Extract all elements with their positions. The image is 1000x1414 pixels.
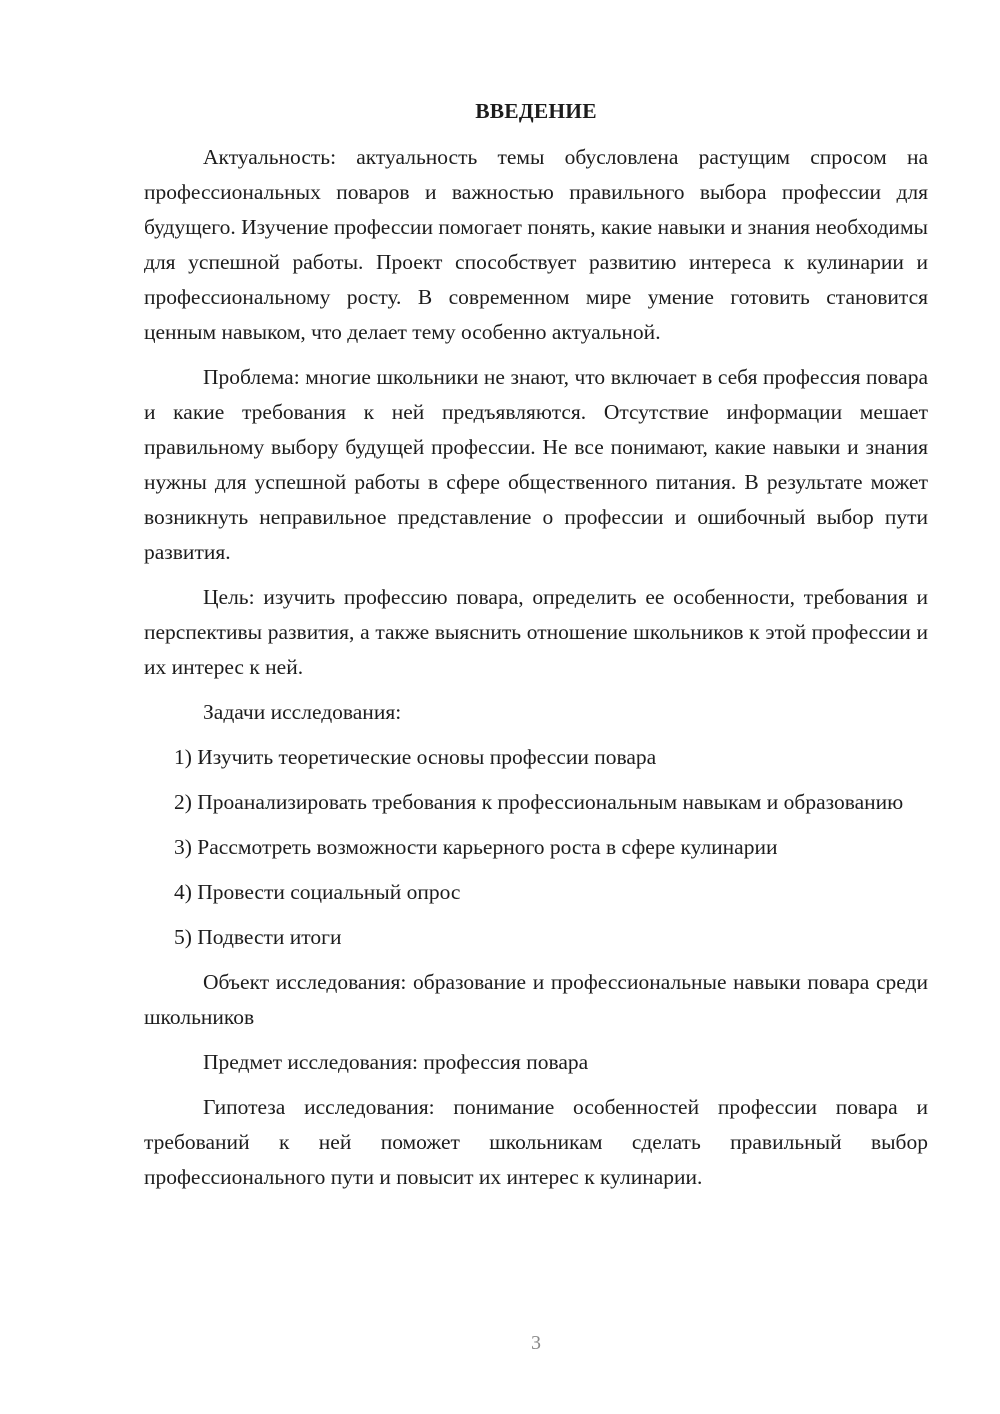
section-title: ВВЕДЕНИЕ bbox=[475, 99, 597, 123]
task-item-2: 2) Проанализировать требования к профессиональным навыкам и образованию bbox=[174, 790, 904, 814]
task-item-4: 4) Провести социальный опрос bbox=[174, 880, 461, 904]
research-object-paragraph: Объект исследования: образование и профессиональные навыки повара среди школьников bbox=[144, 970, 928, 1029]
goal-paragraph: Цель: изучить профессию повара, определить ее особенности, требования и перспективы развития, а также выяснить отношение школьников к этой профессии и их интерес к ней. bbox=[144, 585, 928, 679]
problem-paragraph: Проблема: многие школьники не знают, что включает в себя профессия повара и какие требования к ней предъявляются. Отсутствие информации мешает правильному выбору будущей профессии. Не все понимают, какие навыки и знания нужны для успешной работы в сфере общественного питания. В результате может возникнуть неправильное представление о профессии и ошибочный выбор пути развития. bbox=[144, 365, 928, 564]
task-item-5: 5) Подвести итоги bbox=[174, 925, 342, 949]
tasks-heading: Задачи исследования: bbox=[203, 700, 402, 724]
page-number: 3 bbox=[531, 1332, 541, 1354]
relevance-paragraph: Актуальность: актуальность темы обусловлена растущим спросом на профессиональных поваров и важностью правильного выбора профессии для будущего. Изучение профессии помогает понять, какие навыки и знания необходимы для успешной работы. Проект способствует развитию интереса к кулинарии и профессиональному росту. В современном мире умение готовить становится ценным навыком, что делает тему особенно актуальной. bbox=[144, 145, 928, 344]
page-content bbox=[144, 94, 928, 1205]
research-subject-paragraph: Предмет исследования: профессия повара bbox=[203, 1050, 589, 1074]
tasks-list bbox=[144, 740, 928, 955]
hypothesis-paragraph: Гипотеза исследования: понимание особенностей профессии повара и требований к ней поможет школьникам сделать правильный выбор профессионального пути и повысит их интерес к кулинарии. bbox=[144, 1095, 928, 1189]
task-item-3: 3) Рассмотреть возможности карьерного роста в сфере кулинарии bbox=[174, 835, 778, 859]
task-item-1: 1) Изучить теоретические основы профессии повара bbox=[174, 745, 657, 769]
